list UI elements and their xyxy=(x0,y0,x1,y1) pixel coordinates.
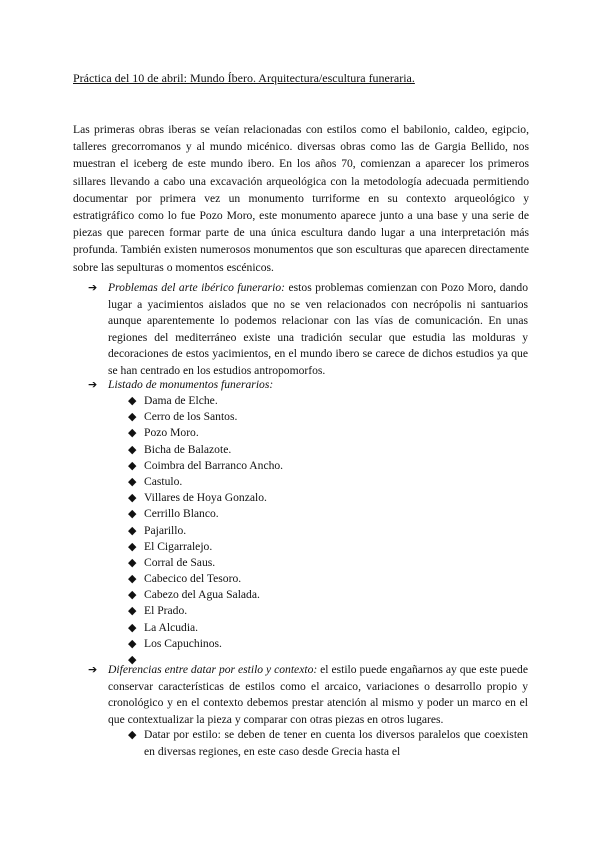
section-body: el estilo puede engañarnos ay que este puede conservar características de estilos como el arcaico, variaciones o desarrollo propio y cronológico y en el contexto debemos prestar atención al mismo y poder un marco en el que contextualizar la pieza y comparar con otras piezas en otros lugares. xyxy=(108,663,528,726)
list-item xyxy=(128,587,283,603)
diamond-bullet-icon: ◆ xyxy=(128,636,137,650)
list-item-text: Pozo Moro. xyxy=(144,426,199,440)
diamond-bullet-icon: ◆ xyxy=(128,620,137,634)
page-title: Práctica del 10 de abril: Mundo Íbero. Arquitectura/escultura funeraria. xyxy=(73,71,415,85)
list-item xyxy=(128,603,283,619)
diamond-bullet-icon: ◆ xyxy=(128,491,137,505)
section-heading: Listado de monumentos funerarios: xyxy=(108,378,274,391)
diamond-bullet-icon: ◆ xyxy=(128,728,137,741)
list-item xyxy=(128,490,283,506)
section-text xyxy=(108,377,528,394)
diamond-bullet-icon: ◆ xyxy=(128,426,137,440)
list-item-text: Los Capuchinos. xyxy=(144,636,222,650)
list-item xyxy=(128,506,283,522)
list-item xyxy=(128,620,283,636)
list-item-text: Cabezo del Agua Salada. xyxy=(144,588,260,602)
list-item-text: Dama de Elche. xyxy=(144,394,218,407)
sub-point-text: Datar por estilo: se deben de tener en cuenta los diversos paralelos que coexisten en diversas regiones, en este caso desde Grecia hasta el xyxy=(144,728,528,758)
list-item xyxy=(128,458,283,474)
diamond-bullet-icon: ◆ xyxy=(128,442,137,456)
list-item-text: Coimbra del Barranco Ancho. xyxy=(144,458,284,472)
sub-point-datar xyxy=(128,727,528,760)
list-item-text: Cabecico del Tesoro. xyxy=(144,572,242,586)
section-listado xyxy=(88,377,528,394)
list-item-text: La Alcudia. xyxy=(144,620,199,634)
section-body: estos problemas comienzan con Pozo Moro, dando lugar a yacimientos aislados que no se ven relacionados con necrópolis ni santuarios aunque aparentemente lo podemos relacionar con las vías de comunicación. En unas regiones del mediterráneo existe una tradición secular que estudia las molduras y decoraciones de estos yacimientos, en el mundo ibero se carece de dichos estudios ya que se han centrado en los estudios antropomorfos. xyxy=(108,281,528,377)
diamond-bullet-icon: ◆ xyxy=(128,604,137,618)
diamond-bullet-icon: ◆ xyxy=(128,394,137,407)
list-item-text: Cerro de los Santos. xyxy=(144,410,238,424)
intro-text: Las primeras obras iberas se veían relacionadas con estilos como el babilonio, caldeo, egipcio, talleres grecorromanos y al mundo micénico. diversas obras como las de Gargia Bellido, nos muestran el iceberg de este mundo ibero. En los años 70, comienzan a aparecer los primeros sillares llevando a cabo una excavación arqueológica con la metodología adecuada permitiendo documentar por primera vez un monumento turriforme en su contexto arqueológico y estratigráfico como lo fue Pozo Moro, este monumento aparece junto a una base y una serie de piezas que parecen formar parte de una única escultura dando lugar a una interpretación más profunda. También existen numerosos monumentos que son esculturas que aparecen directamente sobre las sepulturas o momentos escénicos. xyxy=(73,123,529,274)
intro-paragraph xyxy=(73,121,529,276)
diamond-bullet-icon: ◆ xyxy=(128,572,137,586)
arrow-bullet-icon: ➔ xyxy=(88,378,98,391)
list-item xyxy=(128,523,283,539)
list-item xyxy=(128,555,283,571)
section-text xyxy=(108,662,528,728)
monument-list xyxy=(128,393,283,668)
diamond-bullet-icon: ◆ xyxy=(128,523,137,537)
list-item-text: El Cigarralejo. xyxy=(144,539,213,553)
list-item xyxy=(128,636,283,652)
list-item xyxy=(128,393,283,409)
diamond-bullet-icon: ◆ xyxy=(128,653,137,666)
list-item-text: Pajarillo. xyxy=(144,523,187,537)
section-diferencias xyxy=(88,662,528,728)
list-item xyxy=(128,539,283,555)
diamond-bullet-icon: ◆ xyxy=(128,474,137,488)
section-problemas xyxy=(88,280,528,379)
diamond-bullet-icon: ◆ xyxy=(128,410,137,424)
list-item xyxy=(128,425,283,441)
arrow-bullet-icon: ➔ xyxy=(88,663,98,676)
section-heading: Diferencias entre datar por estilo y contexto: xyxy=(108,663,318,676)
diamond-bullet-icon: ◆ xyxy=(128,539,137,553)
section-text xyxy=(108,280,528,379)
list-item xyxy=(128,474,283,490)
list-item-text: Cerrillo Blanco. xyxy=(144,507,219,521)
diamond-bullet-icon: ◆ xyxy=(128,555,137,569)
list-item-text: El Prado. xyxy=(144,604,188,618)
list-item-text: Castulo. xyxy=(144,474,183,488)
diamond-bullet-icon: ◆ xyxy=(128,588,137,602)
list-item-text: Bicha de Balazote. xyxy=(144,442,232,456)
list-item-text: Villares de Hoya Gonzalo. xyxy=(144,491,267,505)
list-item xyxy=(128,571,283,587)
list-item xyxy=(128,409,283,425)
list-item xyxy=(128,442,283,458)
arrow-bullet-icon: ➔ xyxy=(88,281,98,294)
section-heading: Problemas del arte ibérico funerario: xyxy=(108,281,286,294)
diamond-bullet-icon: ◆ xyxy=(128,507,137,521)
diamond-bullet-icon: ◆ xyxy=(128,458,137,472)
list-item-text: Corral de Saus. xyxy=(144,555,216,569)
